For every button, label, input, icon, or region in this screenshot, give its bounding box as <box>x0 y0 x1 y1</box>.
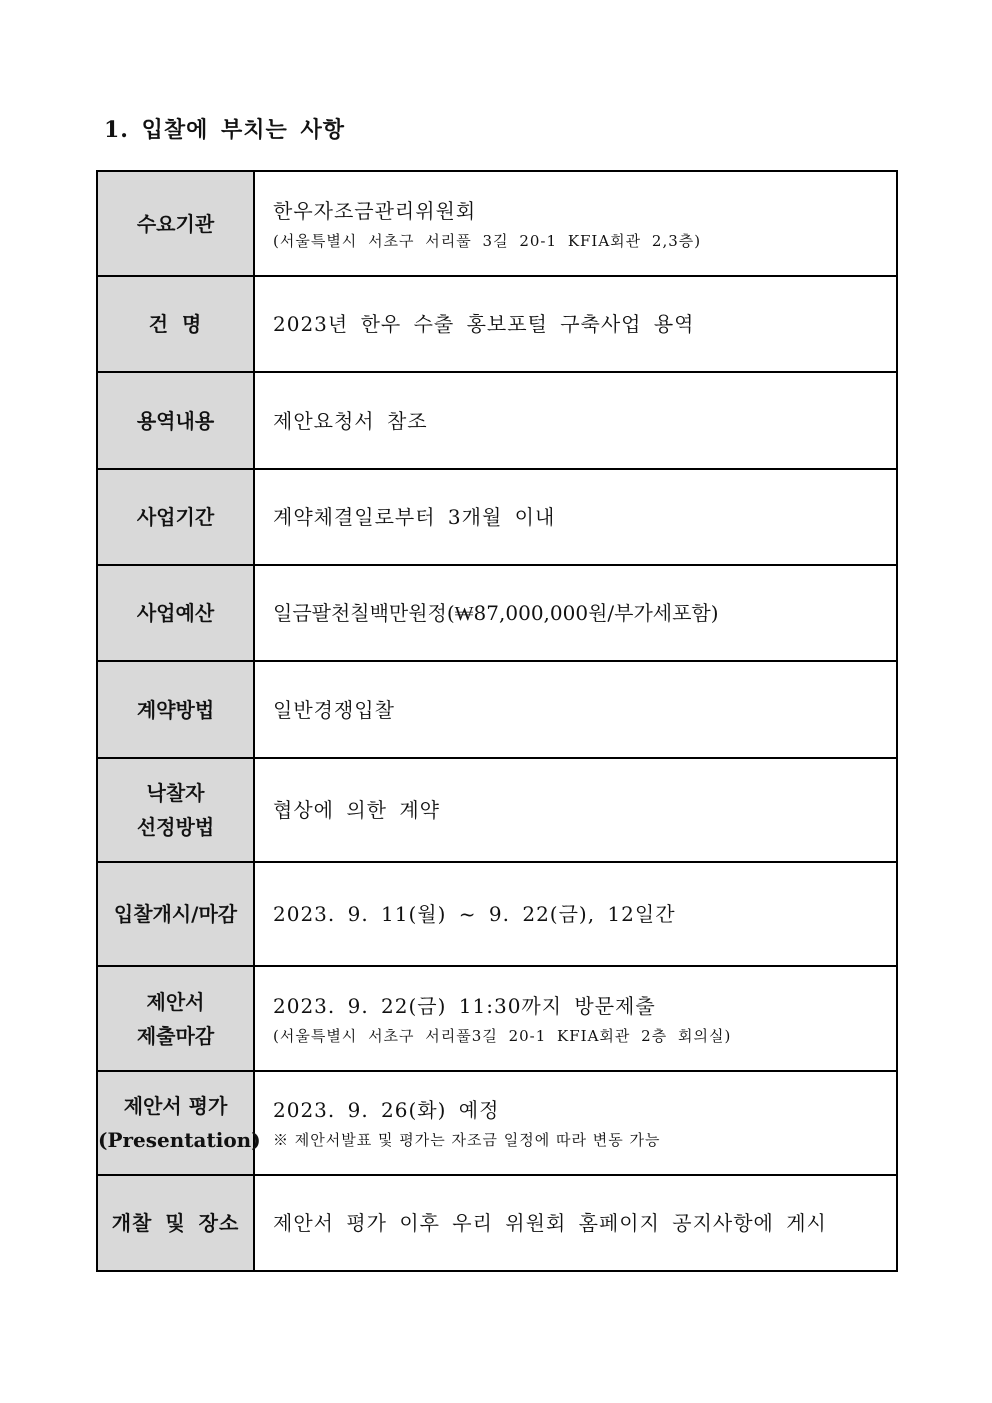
row-value: 일금팔천칠백만원정(₩87,000,000원/부가세포함) <box>273 601 719 625</box>
label-cell <box>97 966 254 1071</box>
table-row <box>97 1071 897 1175</box>
row-label: 사업예산 <box>136 601 215 625</box>
table-row <box>97 758 897 862</box>
row-value: 2023. 9. 26(화) 예정 <box>273 1098 500 1122</box>
row-label: 낙찰자 <box>146 781 205 805</box>
value-cell <box>254 1071 897 1175</box>
row-label: 개찰 및 장소 <box>111 1211 240 1235</box>
row-label: 입찰개시/마감 <box>113 902 238 926</box>
bid-info-table <box>96 170 898 1272</box>
label-cell <box>97 862 254 966</box>
table-row <box>97 372 897 469</box>
row-value: 2023. 9. 22(금) 11:30까지 방문제출 <box>273 993 656 1018</box>
table-row <box>97 565 897 661</box>
row-subtext: (서울특별시 서초구 서리풀3길 20-1 KFIA회관 2층 회의실) <box>273 1026 732 1045</box>
row-value: 일반경쟁입찰 <box>273 697 395 722</box>
row-value: 한우자조금관리위원회 <box>273 198 477 223</box>
row-label-second-line: 제출마감 <box>136 1023 215 1048</box>
value-cell <box>254 565 897 661</box>
table-row <box>97 171 897 276</box>
page-heading: 1. 입찰에 부치는 사항 <box>104 117 345 143</box>
row-label: 건 명 <box>148 312 203 336</box>
value-cell <box>254 469 897 565</box>
table-row <box>97 966 897 1071</box>
row-note: ※ 제안서발표 및 평가는 자조금 일정에 따라 변동 가능 <box>273 1131 661 1149</box>
table-row <box>97 276 897 372</box>
row-label: 사업기간 <box>136 505 215 529</box>
row-value: 협상에 의한 계약 <box>273 798 440 822</box>
label-cell <box>97 171 254 276</box>
value-cell <box>254 372 897 469</box>
label-cell <box>97 276 254 372</box>
table-row <box>97 1175 897 1271</box>
label-cell <box>97 758 254 862</box>
label-cell <box>97 661 254 758</box>
value-cell <box>254 661 897 758</box>
row-label: 제안서 <box>146 989 205 1014</box>
row-value: 제안요청서 참조 <box>273 408 428 433</box>
value-cell <box>254 171 897 276</box>
row-label: 수요기관 <box>136 211 215 236</box>
table-row <box>97 469 897 565</box>
row-label: 용역내용 <box>136 408 215 433</box>
table-row <box>97 661 897 758</box>
label-cell <box>97 1071 261 1175</box>
row-subtext: (서울특별시 서초구 서리풀 3길 20-1 KFIA회관 2,3층) <box>273 231 702 250</box>
table-row <box>97 862 897 966</box>
row-value: 2023. 9. 11(월) ~ 9. 22(금), 12일간 <box>273 902 676 926</box>
value-cell <box>254 966 897 1071</box>
row-label-second-line: 선정방법 <box>136 815 215 839</box>
row-value: 계약체결일로부터 3개월 이내 <box>273 505 556 529</box>
label-cell <box>97 565 254 661</box>
row-label: 제안서 평가 <box>123 1094 228 1118</box>
label-cell <box>97 469 254 565</box>
value-cell <box>254 862 897 966</box>
row-value: 제안서 평가 이후 우리 위원회 홈페이지 공지사항에 게시 <box>273 1211 827 1235</box>
row-label: 계약방법 <box>136 697 215 722</box>
value-cell <box>254 1175 897 1271</box>
label-cell <box>97 372 254 469</box>
value-cell <box>254 276 897 372</box>
label-cell <box>97 1175 254 1271</box>
row-value: 2023년 한우 수출 홍보포털 구축사업 용역 <box>273 312 695 336</box>
value-cell <box>254 758 897 862</box>
row-label-second-line: (Presentation) <box>98 1128 261 1152</box>
